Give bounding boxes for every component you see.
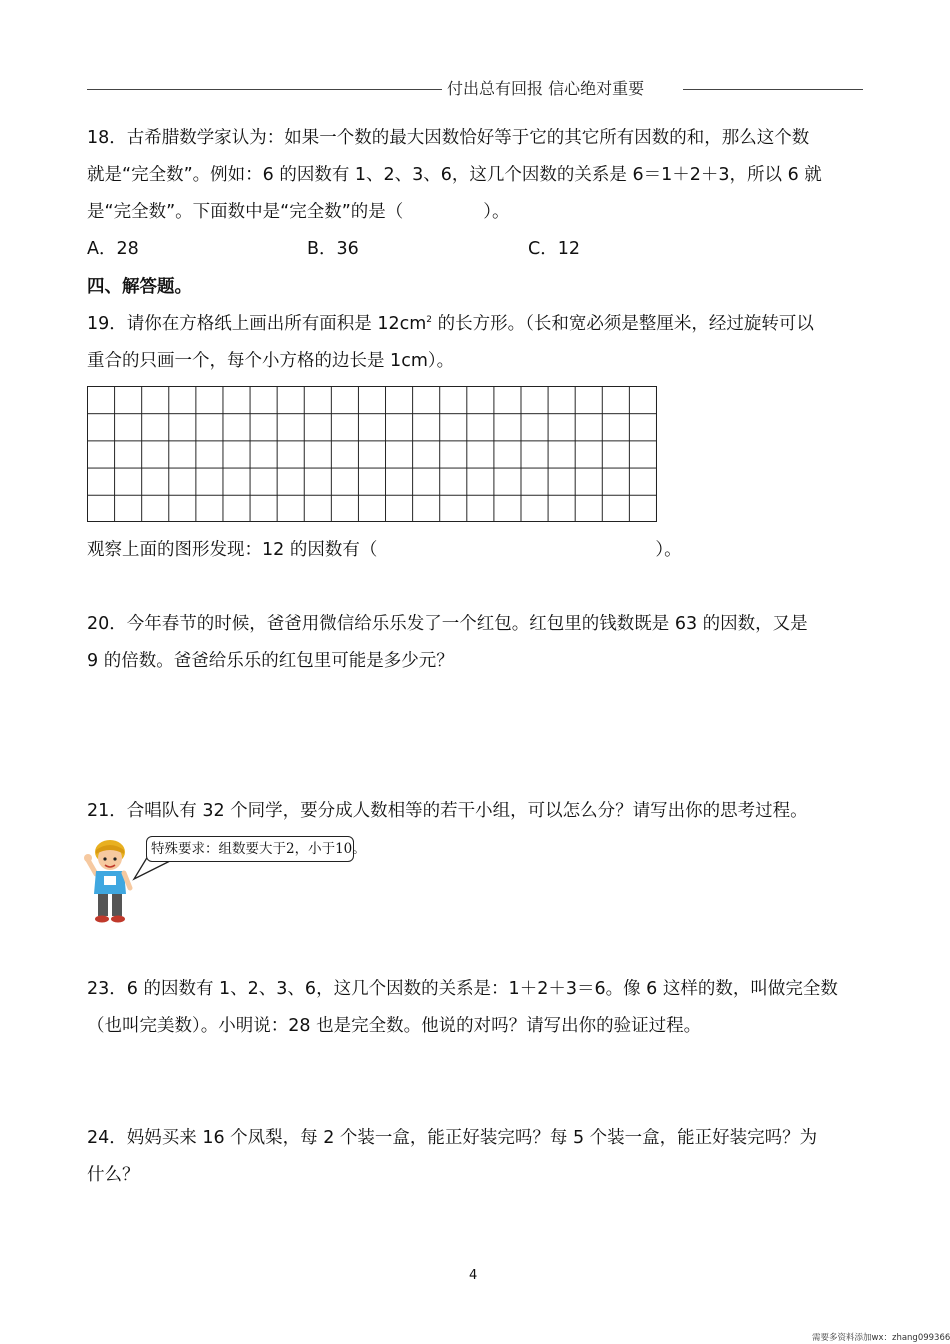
q20-line2: 9 的倍数。爸爸给乐乐的红包里可能是多少元？ (87, 651, 454, 671)
q21-line1: 21．合唱队有 32 个同学，要分成人数相等的若干小组，可以怎么分？请写出你的思考过程。 (87, 801, 808, 821)
graph-paper-grid[interactable] (87, 386, 657, 522)
q19-line1-rest: 的长方形。（长和宽必须是整厘米，经过旋转可以 (432, 314, 814, 334)
section-title: 四、解答题。 (87, 277, 192, 297)
q19-superscript: 2 (426, 315, 433, 326)
page-number: 4 (469, 1268, 478, 1283)
q19-observe (87, 539, 682, 561)
watermark-text: 需要多资料添加wx：zhang099366 (812, 1333, 950, 1343)
q23-line1: 23．6 的因数有 1、2、3、6，这几个因数的关系是：1＋2＋3＝6。像 6 这样的数，叫做完全数 (87, 979, 838, 999)
header-rule-right (683, 89, 863, 90)
q24-line1: 24．妈妈买来 16 个凤梨，每 2 个装一盒，能正好装完吗？每 5 个装一盒，能正好装完吗？为 (87, 1128, 818, 1148)
speech-bubble: 特殊要求：组数要大于2，小于10。 (146, 836, 354, 862)
right-leg (112, 894, 122, 916)
raised-arm (88, 860, 96, 874)
header-rule-left (87, 89, 442, 90)
q18-option-b: B．36 (307, 239, 359, 259)
hand (84, 854, 92, 862)
q18-line2: 就是“完全数”。例如：6 的因数有 1、2、3、6，这几个因数的关系是 6＝1＋2＋3，所以 6 就 (87, 165, 822, 185)
q19-line2: 重合的只画一个，每个小方格的边长是 1cm）。 (87, 351, 455, 371)
q19-line1-text: 19．请你在方格纸上画出所有面积是 12cm (87, 314, 427, 334)
shirt-print (104, 876, 116, 885)
left-leg (98, 894, 108, 916)
q20-line1: 20．今年春节的时候，爸爸用微信给乐乐发了一个红包。红包里的钱数既是 63 的因数，又是 (87, 614, 808, 634)
q19-line1 (87, 313, 814, 335)
q18-line1: 18．古希腊数学家认为：如果一个数的最大因数恰好等于它的其它所有因数的和，那么这个数 (87, 128, 810, 148)
q18-line3-text: 是“完全数”。下面数中是“完全数”的是（ (87, 202, 404, 222)
q24-line2: 什么？ (87, 1165, 140, 1185)
right-shoe (111, 916, 125, 923)
header-slogan: 付出总有回报 信心绝对重要 (447, 79, 645, 98)
q18-line3 (87, 201, 510, 223)
right-eye (113, 857, 116, 860)
q18-line3-close: ）。 (483, 202, 510, 222)
left-shoe (95, 916, 109, 923)
left-eye (103, 857, 106, 860)
q23-line2: （也叫完美数）。小明说：28 也是完全数。他说的对吗？请写出你的验证过程。 (87, 1016, 702, 1036)
q19-observe-text: 观察上面的图形发现：12 的因数有（ (87, 540, 378, 560)
q18-option-c: C．12 (528, 239, 580, 259)
page-header (87, 78, 863, 100)
q19-observe-close: ）。 (655, 540, 682, 560)
q18-option-a: A．28 (87, 239, 139, 259)
